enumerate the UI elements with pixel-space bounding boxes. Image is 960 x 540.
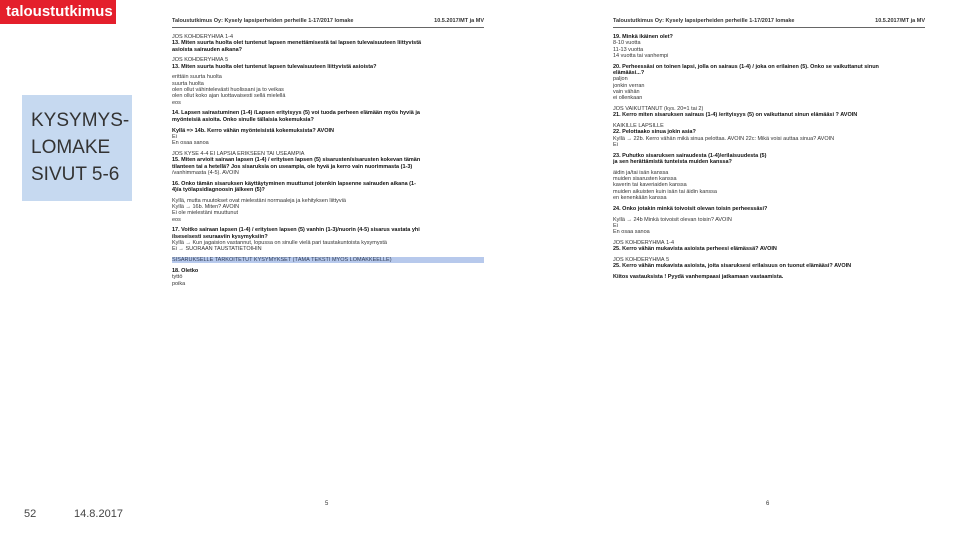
page-body [613, 34, 925, 281]
answer-text: Kyllä, mutta muutokset ovat mielestäni normaaleja ja kehityksen liittyviä [172, 197, 346, 204]
question-text: asioista sairauden aikana? [172, 46, 243, 53]
answer-text: jonkin verran [613, 82, 645, 89]
question-text: ja sen herättämistä tunteista muiden kanssa? [613, 159, 732, 166]
answer-text: olen ollut koko ajan luottavaisesti sellä mielellä [172, 93, 286, 100]
question-text: ilseseisesti seuraaviin kysymyksiin? [172, 233, 268, 240]
question-text: 24. Onko jotakin minkä toivoisit olevan toisin perheessäsi? [613, 205, 768, 212]
answer-text: äidin ja/tai isän kanssa [613, 169, 669, 176]
answer-text: Ei [172, 133, 177, 140]
answer-text: Kyllä → 22b. Kerro vähän mikä sinua pelottaa. AVOIN 22c: Mikä voisi auttaa sinua? AVOIN [613, 135, 835, 142]
answer-text: en kenenkään kanssa [613, 195, 667, 202]
question-text: 17. Voitko sairaan lapsen (1-4) / erityisen lapsen (5) vanhin (1-3)/nuorin (4-5) sisarus vastata yhi [172, 227, 420, 234]
question-text: 20. Perheessäsi on toinen lapsi, jolla on sairaus (1-4) / joka on erilainen (5). Onko se vaikuttanut sinun [613, 63, 879, 70]
answer-text: muiden sisarusten kanssa [613, 176, 677, 183]
slide-date: 14.8.2017 [74, 508, 123, 520]
question-text: 15. Miten arvioit sairaan lapsen (1-4) / erityisen lapsen (5) sisarusten/sisarusten kokevan tämän [172, 157, 421, 164]
question-text: 16. Onko tämän sisaruksen käyttäytyminen muuttunut jotenkin lapsenne sairauden aikana (1- [172, 180, 416, 187]
page-number: 6 [766, 501, 770, 507]
page-header-title: Taloustutkimus Oy: Kysely lapsiperheiden perheille 1-17/2017 lomake [613, 18, 795, 24]
answer-text: Ei ole mielestäni muuttunut [172, 210, 239, 217]
answer-text: JOS KYSE 4-4 EI LAPSIA ERIKSEEN TAI USEAMPIA [172, 150, 305, 157]
answer-text: tyttö [172, 274, 183, 281]
question-text: 23. Puhutko sisaruksen sairaudesta (1-4)/erilaisuudesta (5) [613, 152, 767, 159]
question-text: 19. Minkä ikäinen olet? [613, 34, 673, 40]
page-body [172, 34, 484, 287]
question-text: 25. Kerro vähän mukavista asioista perheesi elämässä? AVOIN [613, 246, 777, 253]
slide-title [22, 95, 132, 201]
answer-text: Ei [613, 222, 618, 229]
answer-text: En osaa sanoa [613, 229, 650, 236]
question-text: 13. Miten suurta huolta olet tuntenut lapsen menettämisestä tai lapsen tulevaisuuteen liittyvistä [172, 40, 422, 47]
page-header-date: 10.5.2017/MT ja MV [434, 18, 484, 24]
question-text: 21. Kerro miten sisaruksen sairaus (1-4) /erityisyys (5) on vaikuttanut sinun elämääsi ? AVOIN [613, 112, 858, 119]
answer-text: 11-13 vuotta [613, 46, 644, 53]
question-text: Kiitos vastauksista ! Pyydä vanhempaasi jatkamaan vastaamista. [613, 274, 784, 281]
page-header [172, 18, 484, 28]
answer-text: vain vähän [613, 88, 640, 95]
question-text: 14. Lapsen sairastuminen (1-4) /Lapsen erityisyys (5) voi tuoda perheen elämään myös hyviä ja [172, 110, 420, 117]
highlighted-note: SISARUKSELLE TARKOITETUT KYSYMYKSET (TÄMÄ TEKSTI MYÖS LOMAKKEELLE) [172, 257, 484, 263]
title-line: KYSYMYS- [31, 110, 130, 131]
answer-text: Kyllä → 24b Minkä toivoisit olevan toisin? AVOIN [613, 216, 732, 223]
answer-text: Ei → SUORAAN TAUSTATIETOIHIN [172, 246, 262, 253]
page-header-date: 10.5.2017/MT ja MV [875, 18, 925, 24]
answer-text: eos [172, 99, 181, 106]
title-line: LOMAKE [31, 137, 111, 158]
answer-text: /vanhimmasta (4-5). AVOIN [172, 169, 239, 176]
company-logo: taloustutkimus [0, 0, 116, 24]
answer-text: JOS KOHDERYHMÄ 5 [613, 257, 670, 264]
answer-text: olen ollut vähintelevästi huolissani ja to veikas [172, 87, 284, 94]
answer-text: erittäin suurta huolta [172, 74, 222, 81]
answer-text: JOS KOHDERYHMÄ 5 [172, 57, 229, 64]
title-line: SIVUT 5-6 [31, 164, 120, 185]
answer-text: Ei [613, 141, 618, 148]
question-text: 13. Miten suurta huolta olet tuntenut lapsen tulevaisuuteen liittyvistä asioista? [172, 63, 377, 70]
answer-text: Kyllä → Kun jagaision vastannut, lopussa on sinulle vielä pari taustakuntoista kysymystä [172, 240, 387, 247]
question-text: elämääsi...? [613, 69, 645, 76]
answer-text: suurta huolta [172, 80, 204, 87]
answer-text: kaverin tai kaveriaiden kanssa [613, 182, 687, 189]
questionnaire-page-6 [613, 18, 925, 281]
question-text: 25. Kerro vähän mukavista asioista, joita sisaruksesi erilaisuus on tuonut elämääsi? AVOIN [613, 263, 852, 270]
answer-text: paljon [613, 76, 628, 83]
answer-text: muiden aikuisten kuin isän tai äidin kanssa [613, 188, 717, 195]
answer-text: En osaa sanoa [172, 140, 209, 147]
question-text: tilanteen tai a hetellä? Jos sisaruksia on useampia, ole hyvä ja kerro vain nuorimmasta (1-3) [172, 163, 413, 170]
answer-text: 8-10 vuotta [613, 40, 641, 47]
slide-number: 52 [24, 508, 37, 520]
answer-text: JOS KOHDERYHMÄ 1-4 [613, 240, 675, 247]
page-number: 5 [325, 501, 329, 507]
question-text: 4)/a työlapsidiagnoosin jälkeen (5)? [172, 186, 265, 193]
answer-text: ei ollenkaan [613, 95, 643, 102]
answer-text: KAIKILLE LAPSILLE [613, 123, 664, 130]
questionnaire-page-5 [172, 18, 484, 287]
answer-text: poika [172, 280, 186, 287]
question-text: 22. Pelottaako sinua jokin asia? [613, 129, 696, 136]
answer-text: JOS VAIKUTTANUT (kys. 20=1 tai 2) [613, 105, 704, 112]
answer-text: 14 vuotta tai vanhempi [613, 52, 669, 59]
question-text: myönteisiä asioita. Onko sinulle tällaisia kokemuksia? [172, 116, 314, 123]
question-text: 18. Oletko [172, 267, 199, 274]
answer-text: eos [172, 216, 181, 223]
question-text: Kyllä => 14b. Kerro vähän myönteisistä kokemuksista? AVOIN [172, 127, 335, 134]
page-header [613, 18, 925, 28]
answer-text: Kyllä → 16b. Miten? AVOIN [172, 204, 240, 211]
page-header-title: Taloustutkimus Oy: Kysely lapsiperheiden perheille 1-17/2017 lomake [172, 18, 354, 24]
answer-text: JOS KOHDERYHMÄ 1-4 [172, 34, 234, 40]
